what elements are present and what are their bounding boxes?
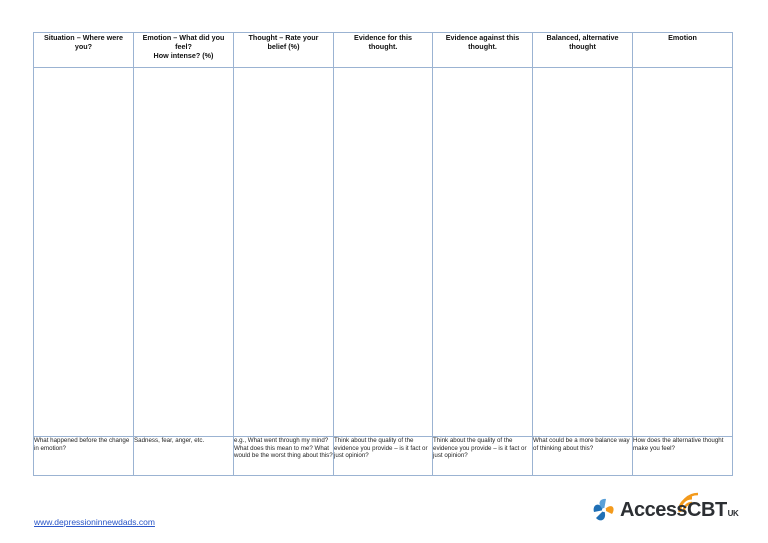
entry-cell-evidence-for[interactable] [334, 68, 433, 437]
hint-balanced-thought: What could be a more balance way of thinking about this? [533, 437, 633, 476]
access-cbt-logo [590, 492, 739, 528]
thought-record-table [33, 32, 733, 476]
header-thought: Thought – Rate your belief (%) [234, 33, 334, 68]
header-evidence-for: Evidence for this thought. [334, 33, 433, 68]
header-balanced-thought: Balanced, alternative thought [533, 33, 633, 68]
entry-cell-situation[interactable] [34, 68, 134, 437]
entry-cell-balanced-thought[interactable] [533, 68, 633, 437]
header-row [34, 33, 733, 68]
header-situation: Situation – Where were you? [34, 33, 134, 68]
website-link[interactable]: www.depressioninnewdads.com [34, 517, 155, 527]
hint-evidence-for: Think about the quality of the evidence you provide – is it fact or just opinion? [334, 437, 433, 476]
pinwheel-logo-icon [590, 496, 618, 524]
entry-cell-emotion-after[interactable] [633, 68, 733, 437]
hint-situation: What happened before the change in emotion? [34, 437, 134, 476]
header-evidence-against: Evidence against this thought. [433, 33, 533, 68]
entry-cell-evidence-against[interactable] [433, 68, 533, 437]
entry-cell-thought[interactable] [234, 68, 334, 437]
hint-thought: e.g., What went through my mind? What does this mean to me? What would be the worst thing about this? [234, 437, 334, 476]
entry-cell-emotion[interactable] [134, 68, 234, 437]
header-emotion-after: Emotion [633, 33, 733, 68]
hint-row [34, 437, 733, 476]
hint-evidence-against: Think about the quality of the evidence you provide – is it fact or just opinion? [433, 437, 533, 476]
hint-emotion: Sadness, fear, anger, etc. [134, 437, 234, 476]
hint-emotion-after: How does the alternative thought make you feel? [633, 437, 733, 476]
logo-wordmark: AccessCBTUK [620, 499, 739, 521]
entry-row [34, 68, 733, 437]
header-emotion: Emotion – What did you feel? How intense? (%) [134, 33, 234, 68]
